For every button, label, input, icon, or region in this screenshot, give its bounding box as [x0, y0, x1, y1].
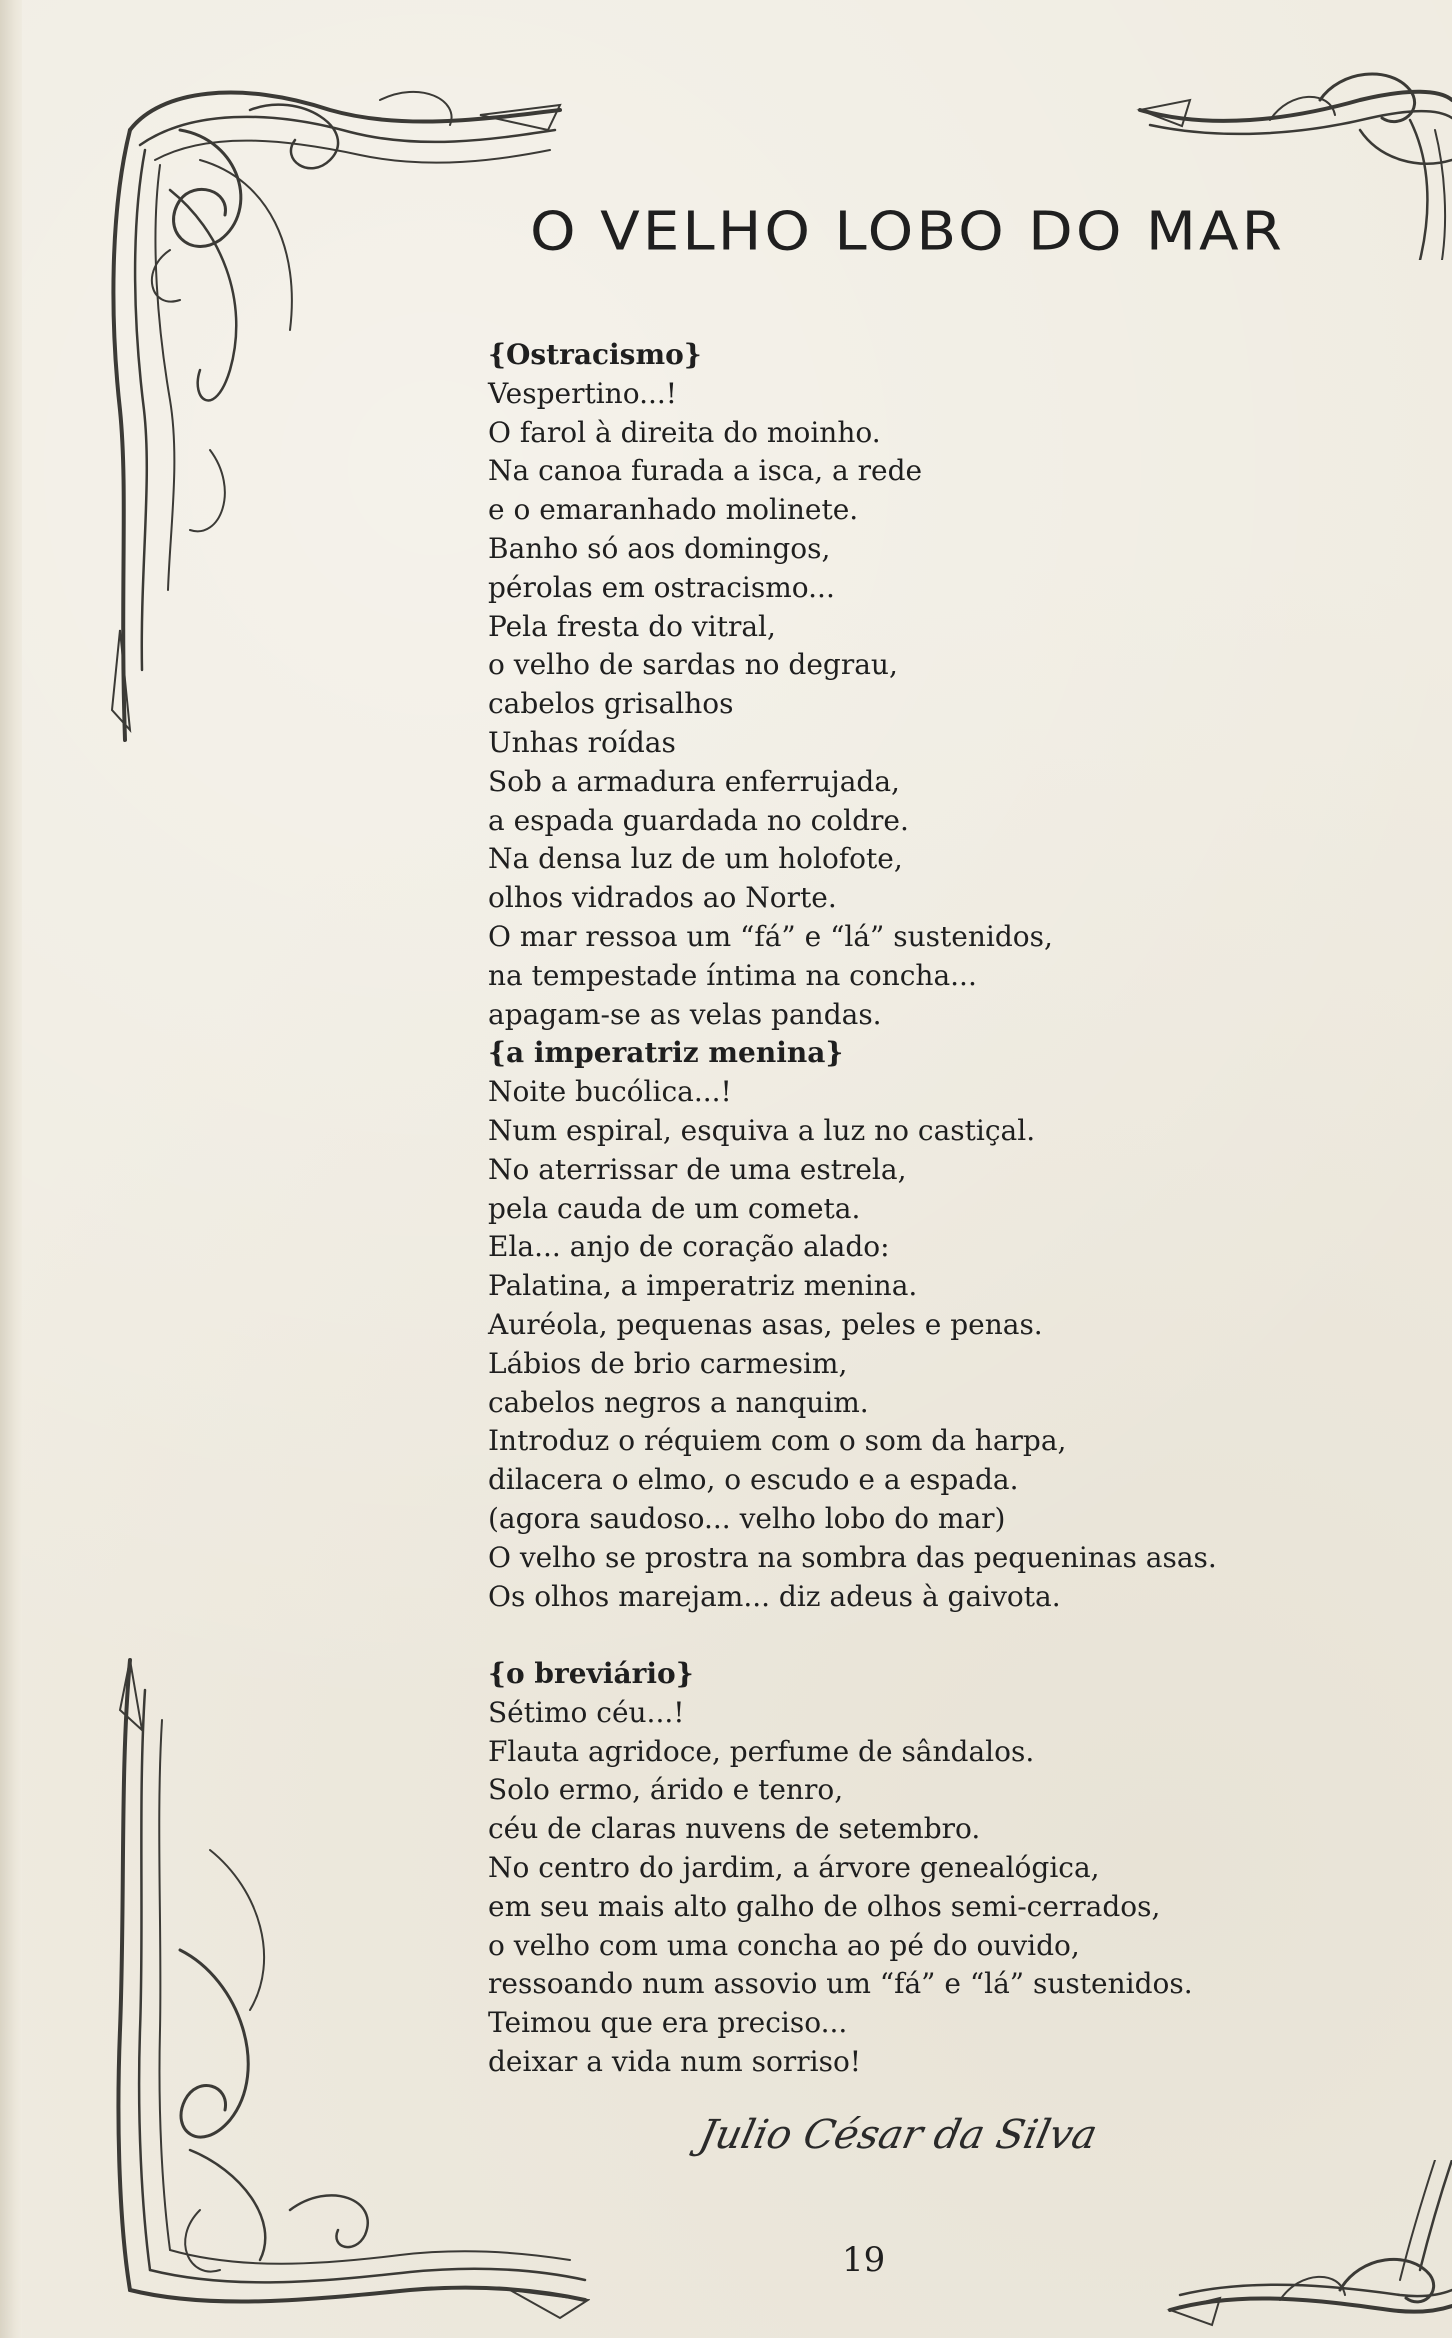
poem-line: O velho se prostra na sombra das pequeninas asas.: [488, 1540, 1217, 1574]
poem-line: pérolas em ostracismo...: [488, 570, 835, 604]
poem-line: pela cauda de um cometa.: [488, 1191, 861, 1225]
poem-line: Vespertino...!: [488, 376, 678, 410]
poem-line: Na densa luz de um holofote,: [488, 842, 903, 876]
poem-line: na tempestade íntima na concha...: [488, 958, 977, 992]
poem-line: cabelos negros a nanquim.: [488, 1385, 869, 1419]
poem-line: Ela... anjo de coração alado:: [488, 1230, 890, 1264]
poem-line: olhos vidrados ao Norte.: [488, 881, 837, 915]
poem-line: Unhas roídas: [488, 725, 676, 759]
poem-line: No aterrissar de uma estrela,: [488, 1152, 907, 1186]
poem-line: dilacera o elmo, o escudo e a espada.: [488, 1463, 1019, 1497]
poem-line: ressoando num assovio um “fá” e “lá” sustenidos.: [488, 1967, 1193, 2001]
poem-body: [488, 336, 1288, 2082]
poem-line: Palatina, a imperatriz menina.: [488, 1269, 918, 1303]
bottom-right-corner-ornament: [1160, 2160, 1452, 2338]
poem-line: Banho só aos domingos,: [488, 531, 831, 565]
poem-line: No centro do jardim, a árvore genealógica,: [488, 1851, 1100, 1885]
poem-line: Noite bucólica...!: [488, 1075, 732, 1109]
page-number: 19: [842, 2240, 886, 2280]
poem-line: em seu mais alto galho de olhos semi-cerrados,: [488, 1889, 1161, 1923]
poem-line: o velho com uma concha ao pé do ouvido,: [488, 1928, 1080, 1962]
poem-line: Sob a armadura enferrujada,: [488, 764, 900, 798]
poem-line: Os olhos marejam... diz adeus à gaivota.: [488, 1579, 1061, 1613]
poem-line: deixar a vida num sorriso!: [488, 2045, 862, 2079]
poem-line: Teimou que era preciso...: [488, 2006, 848, 2040]
poem-line: e o emaranhado molinete.: [488, 493, 859, 527]
poem-line: Solo ermo, árido e tenro,: [488, 1773, 844, 1807]
poem-line: O farol à direita do moinho.: [488, 415, 881, 449]
poem-line: céu de claras nuvens de setembro.: [488, 1812, 981, 1846]
poem-line: Num espiral, esquiva a luz no castiçal.: [488, 1113, 1036, 1147]
poem-line: Sétimo céu...!: [488, 1695, 685, 1729]
author-signature: Julio César da Silva: [695, 2112, 1102, 2158]
poem-line: cabelos grisalhos: [488, 687, 734, 721]
book-binding-edge: [0, 0, 22, 2338]
stanza-gap: [488, 1616, 1288, 1655]
section-heading: {o breviário}: [488, 1657, 694, 1691]
poem-line: Lábios de brio carmesim,: [488, 1346, 848, 1380]
poem-line: O mar ressoa um “fá” e “lá” sustenidos,: [488, 919, 1053, 953]
poem-line: (agora saudoso... velho lobo do mar): [488, 1501, 1006, 1535]
section-heading: {Ostracismo}: [488, 338, 702, 371]
poem-line: o velho de sardas no degrau,: [488, 648, 898, 682]
poem-line: apagam-se as velas pandas.: [488, 997, 882, 1031]
poem-title: O VELHO LOBO DO MAR: [530, 200, 1285, 263]
poem-line: Introduz o réquiem com o som da harpa,: [488, 1424, 1067, 1458]
poem-line: Flauta agridoce, perfume de sândalos.: [488, 1734, 1035, 1768]
poem-line: a espada guardada no coldre.: [488, 803, 909, 837]
poem-line: Na canoa furada a isca, a rede: [488, 454, 923, 488]
section-heading: {a imperatriz menina}: [488, 1036, 844, 1070]
poem-line: Auréola, pequenas asas, peles e penas.: [488, 1307, 1043, 1341]
poem-line: Pela fresta do vitral,: [488, 609, 776, 643]
